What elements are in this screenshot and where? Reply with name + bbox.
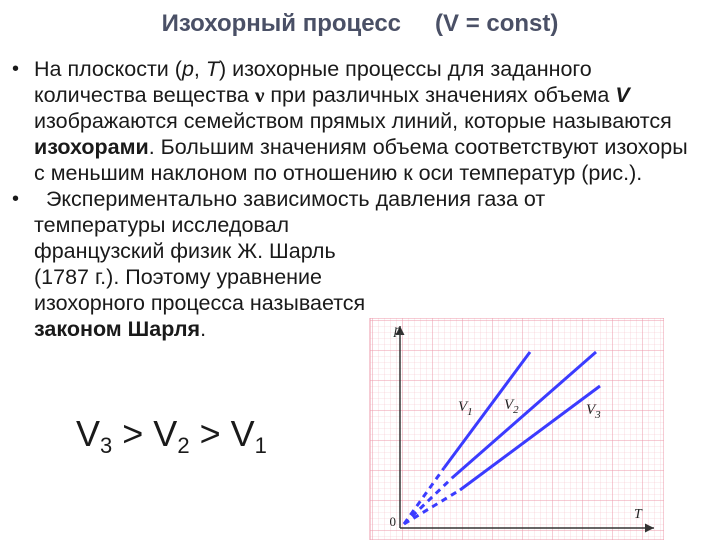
slide-title [0, 10, 720, 38]
graph-paper-background [370, 318, 664, 540]
title-process-name: Изохорный процесс [161, 10, 402, 37]
term-isochores: изохорами [34, 135, 149, 159]
bullet-item-isochores: • На плоскости (p, T) изохорные процессы для заданного количества вещества ν при различных значениях объема V изображаются семейством прямых линий, которые называются изохорами. Большим значениям объема соответствуют изохоры с меньшим наклоном по отношению к оси температур (рис.). [12, 57, 688, 185]
label-v3: $V_3$ [586, 402, 601, 421]
bullet-list [14, 56, 704, 342]
origin-label: 0 [389, 514, 396, 529]
label-v1: $V_1$ [458, 399, 473, 418]
bullet-item-charles: • Экспериментально зависимость давления газа от температуры исследовал французский физик Ж. Шарль (1787 г.). Поэтому уравнение изохорного процесса называется законом Шарля. [12, 187, 546, 341]
term-charles-law: законом Шарля [34, 317, 201, 341]
bullet-dot-icon: • [12, 58, 20, 80]
axis-p-label: p [394, 323, 401, 338]
isochore-figure [368, 318, 664, 540]
bullet-dot-icon: • [12, 188, 20, 210]
volume-inequality: $V_3 > V_2 > V_1$ [76, 413, 267, 458]
label-v2: $V_2$ [504, 397, 519, 416]
title-condition: (V = const) [435, 10, 559, 37]
axis-T-label: T [634, 507, 642, 522]
